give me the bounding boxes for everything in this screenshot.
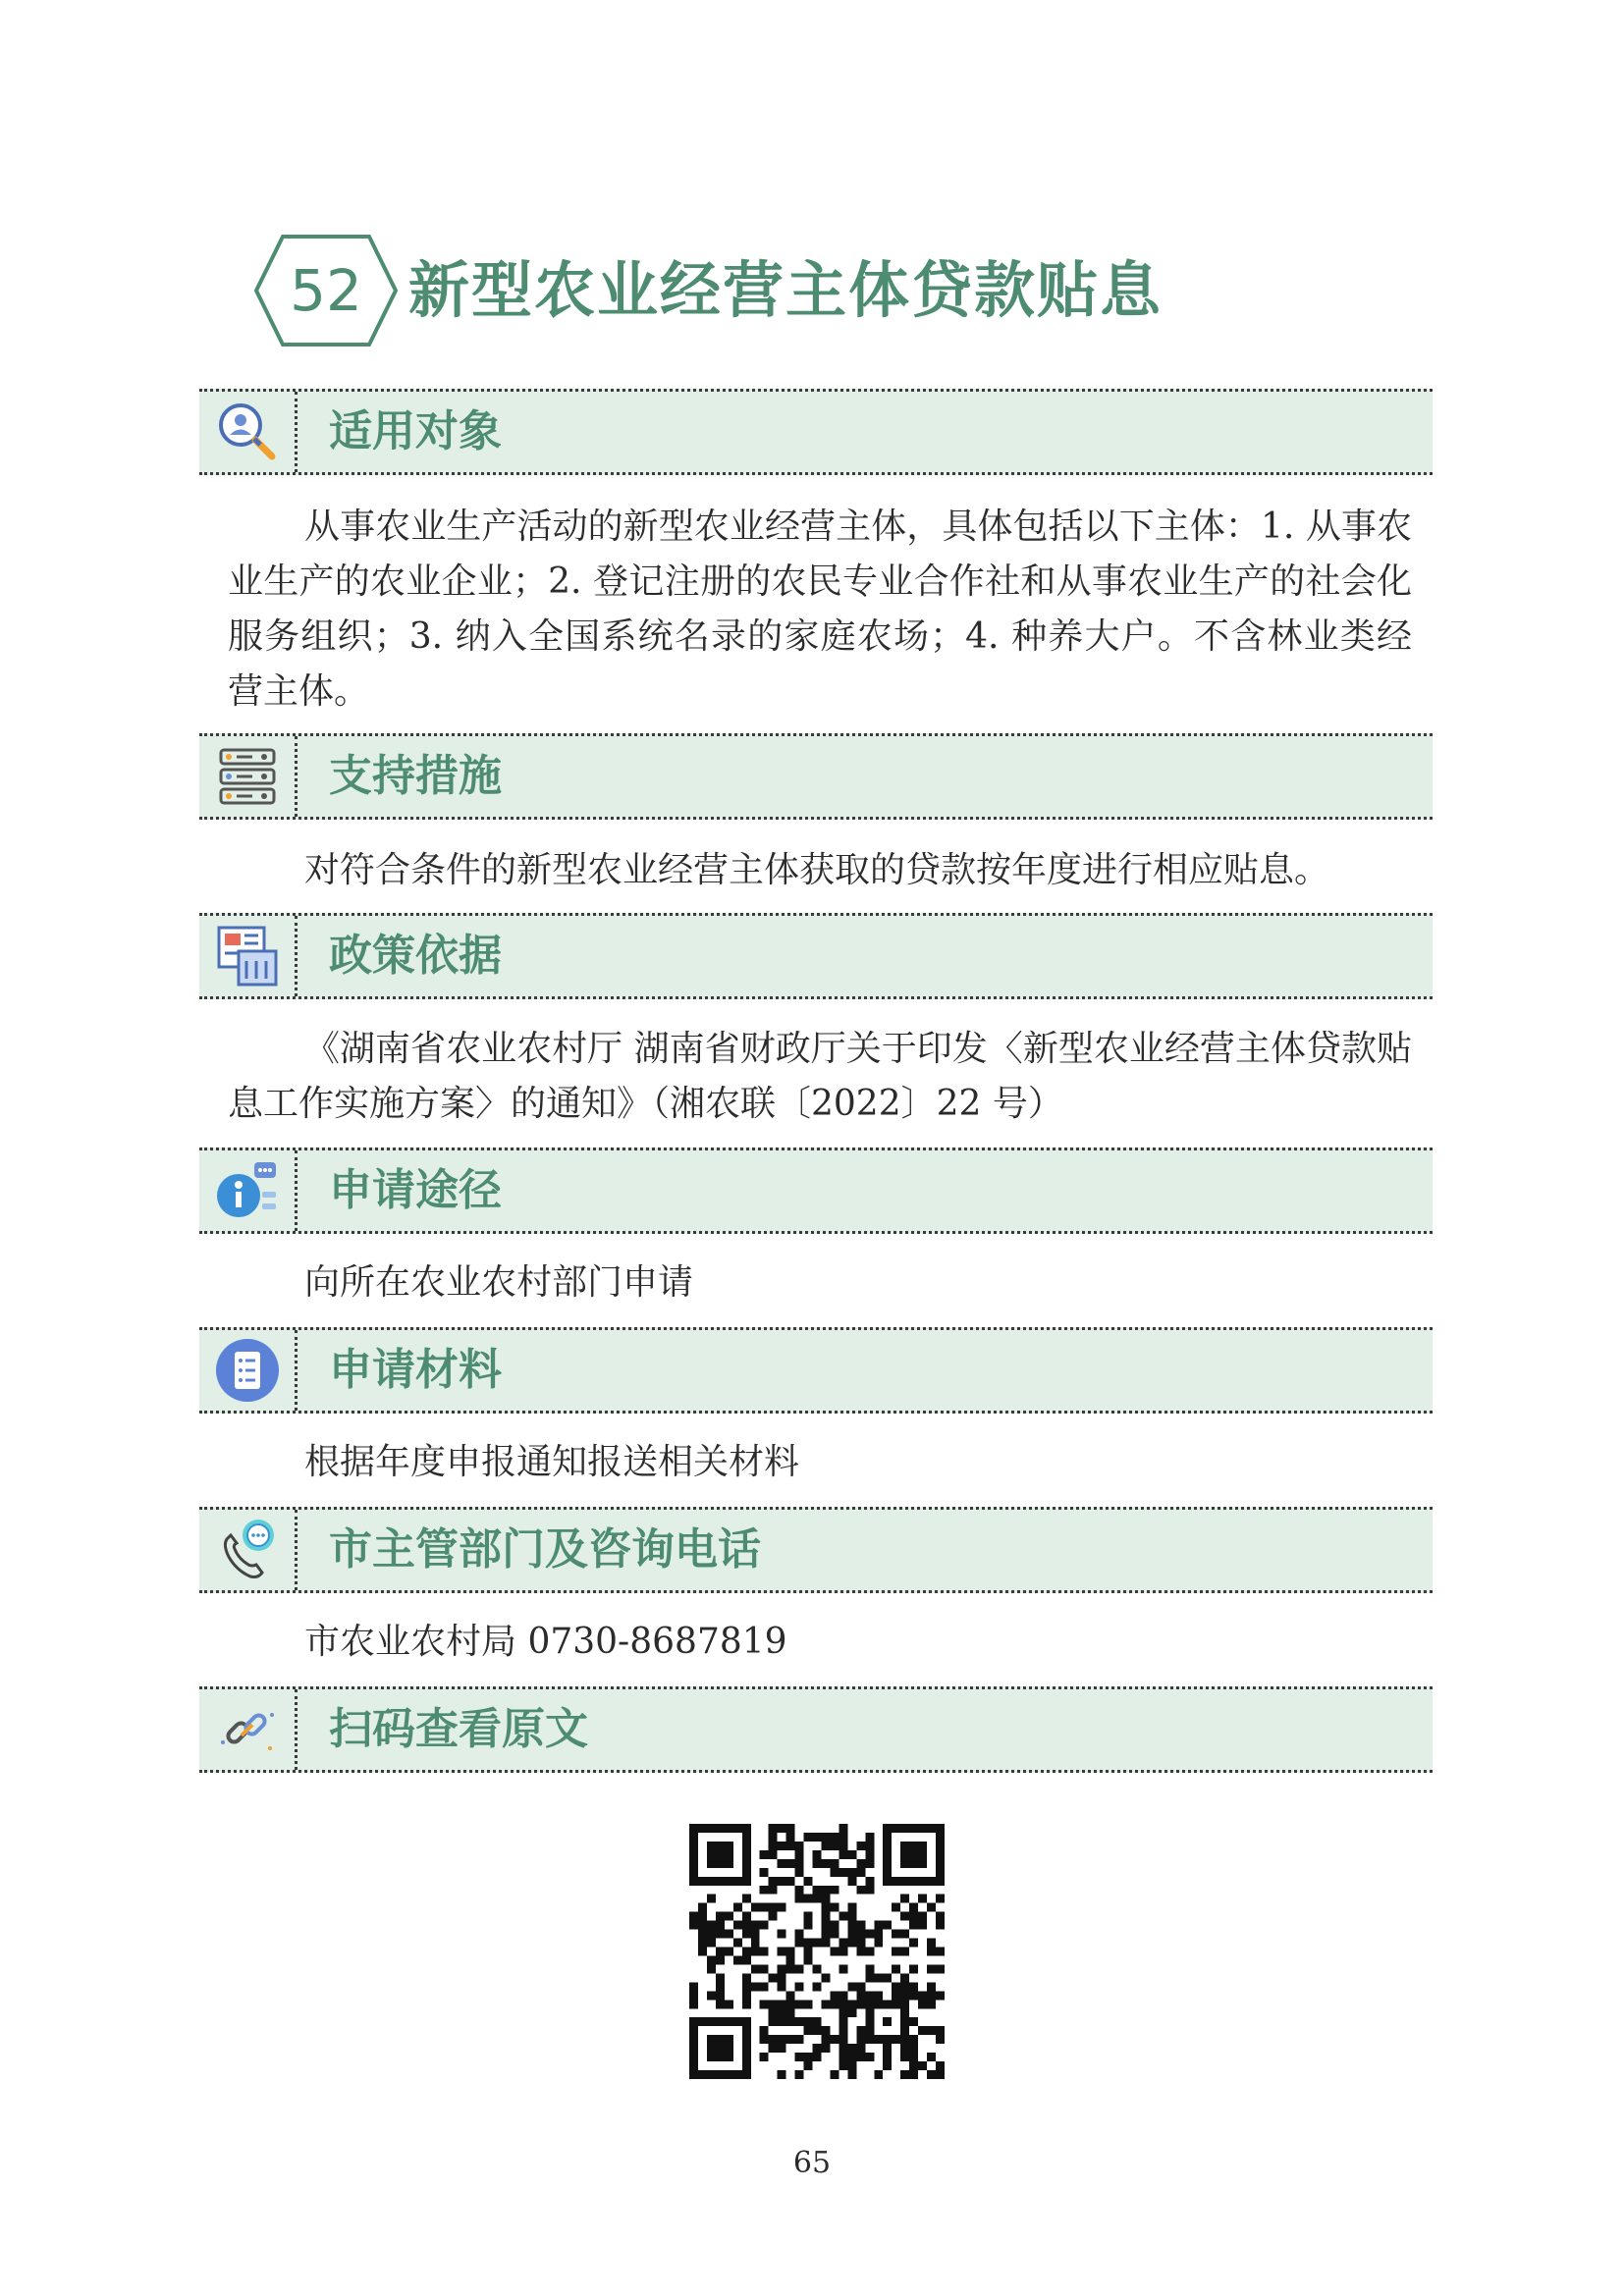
page-number: 65 xyxy=(792,2146,832,2180)
section-header-application-materials xyxy=(199,1327,1433,1414)
section-body-support: 对符合条件的新型农业经营主体获取的贷款按年度进行相应贴息。 xyxy=(304,850,1330,890)
section-body-eligibility: 从事农业生产活动的新型农业经营主体，具体包括以下主体：1. 从事农业生产的农业企业；2. 登记注册的农民专业合作社和从事农业生产的社会化服务组织；3. 纳入全国系统名录的家庭农场；4. 种养大户。不含林业类经营主体。 xyxy=(228,507,1412,712)
section-heading: 市主管部门及咨询电话 xyxy=(329,1524,761,1575)
section-heading: 适用对象 xyxy=(329,406,502,456)
page-title: 新型农业经营主体贷款贴息 xyxy=(408,254,1164,326)
section-header-support xyxy=(199,733,1433,820)
section-header-policy-basis xyxy=(199,913,1433,999)
section-header-contact xyxy=(199,1507,1433,1593)
section-heading: 申请途径 xyxy=(329,1165,502,1215)
section-header-application-channel xyxy=(199,1148,1433,1234)
phone-chat-icon xyxy=(199,1510,298,1590)
section-number: 52 xyxy=(290,257,362,324)
section-heading: 政策依据 xyxy=(329,931,502,981)
section-body-policy-basis: 《湖南省农业农村厅 湖南省财政厅关于印发〈新型农业经营主体贷款贴息工作实施方案〉的通知》（湘农联〔2022〕22 号） xyxy=(228,1029,1412,1124)
qr-code-image xyxy=(689,1824,945,2079)
link-icon xyxy=(199,1689,298,1770)
info-chat-icon xyxy=(199,1150,298,1231)
section-heading: 扫码查看原文 xyxy=(329,1704,588,1754)
checklist-icon xyxy=(199,1330,298,1411)
title-row xyxy=(253,234,1432,347)
user-search-icon xyxy=(199,392,298,472)
document-icon xyxy=(199,916,298,996)
section-heading: 申请材料 xyxy=(329,1345,502,1395)
hexagon-badge xyxy=(253,234,399,347)
section-header-eligibility xyxy=(199,389,1433,475)
section-header-scan-code xyxy=(199,1686,1433,1773)
server-list-icon xyxy=(199,736,298,817)
section-body-application-channel: 向所在农业农村部门申请 xyxy=(304,1262,694,1303)
section-body-application-materials: 根据年度申报通知报送相关材料 xyxy=(304,1442,800,1482)
section-heading: 支持措施 xyxy=(329,751,502,801)
section-body-contact: 市农业农村局 0730-8687819 xyxy=(304,1622,787,1662)
qr-code[interactable] xyxy=(689,1824,945,2079)
